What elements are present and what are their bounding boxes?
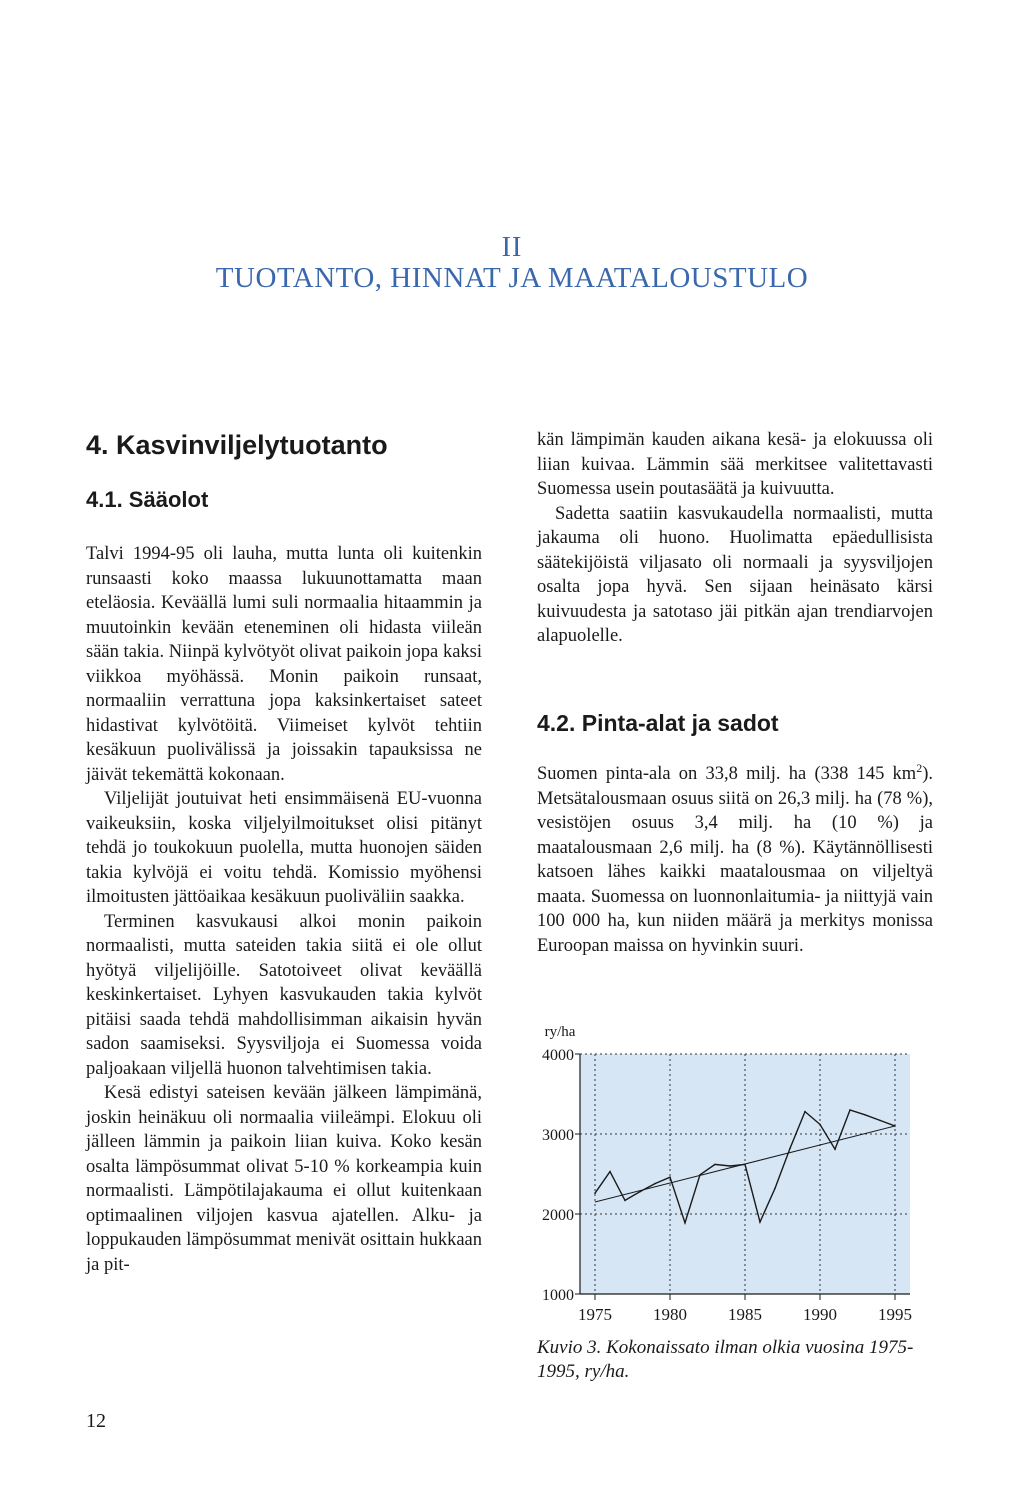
y-tick-label: 2000 — [542, 1207, 574, 1224]
data-point — [654, 1183, 656, 1185]
data-point — [834, 1148, 836, 1150]
y-axis-label: ry/ha — [544, 1024, 576, 1040]
part-number: II — [501, 232, 523, 263]
data-point — [669, 1176, 671, 1178]
y-tick-label: 1000 — [542, 1287, 574, 1304]
x-tick-label: 1985 — [728, 1305, 762, 1324]
paragraph — [537, 762, 933, 958]
data-point — [714, 1164, 716, 1166]
data-point — [729, 1165, 731, 1167]
yield-chart — [520, 1018, 940, 1330]
y-tick-label: 3000 — [542, 1127, 574, 1144]
paragraph-text: ). Metsätalousmaan osuus siitä on 26,3 milj. ha (78 %), vesistöjen osuus 3,4 milj. ha (10 %) ja maatalousmaan 2,6 milj. ha (8 %). Käytännöllisesti katsoen lähes kaikki maatalousmaa on viljeltyä maata. Suomessa on luonnonlaitumia- ja niittyjä vain 100 000 ha, kun niiden määrä ja merkitys monissa Euroopan maissa on hyvinkin suuri. — [537, 764, 933, 956]
left-column — [86, 542, 482, 1277]
data-point — [879, 1120, 881, 1122]
data-point — [774, 1188, 776, 1190]
data-point — [744, 1164, 746, 1166]
data-point — [624, 1200, 626, 1202]
data-point — [864, 1114, 866, 1116]
x-tick-label: 1995 — [878, 1305, 912, 1324]
paragraph: Terminen kasvukausi alkoi monin paikoin normaalisti, mutta sateiden takia siitä ei ole ollut hyötyä viljelijöille. Satotoiveet olivat keväällä keskinkertaiset. Lyhyen kasvukauden takia kylvöt pitäisi saada tehdä mahdollisimman aikaisin hyvän sadon saamiseksi. Syysviljoja ei Suomessa voida paljoakaan viljellä huonon talvehtimisen takia. — [86, 911, 482, 1079]
figure-caption: Kuvio 3. Kokonaissato ilman olkia vuosina 1975-1995, ry/ha. — [537, 1337, 914, 1382]
x-tick-label: 1980 — [653, 1305, 687, 1324]
data-point — [894, 1125, 896, 1127]
data-point — [684, 1222, 686, 1224]
data-point — [594, 1192, 596, 1194]
data-point — [804, 1111, 806, 1113]
paragraph-text: Suomen pinta-ala on 33,8 milj. ha (338 145 km — [537, 764, 917, 784]
chapter-title: TUOTANTO, HINNAT JA MAATALOUSTULO — [215, 262, 809, 294]
paragraph: Talvi 1994-95 oli lauha, mutta lunta oli kuitenkin runsaasti koko maassa lukuunottamatta maan eteläosia. Keväällä lumi suli normaalia hitaammin ja muutoinkin kevään eteneminen oli hidasta viileän sään takia. Niinpä kylvötyöt olivat paikoin jopa kaksi viikkoa myöhässä. Monin paikoin runsaat, normaaliin verrattuna jopa kaksinkertaiset sateet hidastivat kylvötöitä. Viimeiset kylvöt tehtiin kesäkuun puolivälissä ja joissakin tapauksissa ne jäivät tekemättä kokonaan. — [86, 544, 482, 785]
paragraph: Sadetta saatiin kasvukaudella normaalisti, mutta jakauma oli huono. Huolimatta epäedullisista säätekijöistä viljasato oli normaali ja syysviljojen osalta jopa hyvä. Sen sijaan heinäsato kärsi kuivuudesta ja satotaso jäi pitkän ajan trendiarvojen alapuolelle. — [537, 503, 933, 646]
superscript: 2 — [916, 760, 923, 775]
paragraph: Viljelijät joutuivat heti ensimmäisenä EU-vuonna vaikeuksiin, koska viljelyilmoitukset olisi pitänyt tehdä jo toukokuun puolella, mutta huonojen säiden takia kylvöjä ei voitu tehdä. Komissio myöhensi ilmoitusten jättöaikaa kesäkuun puoliväliin saakka. — [86, 789, 482, 907]
data-point — [699, 1174, 701, 1176]
data-point — [609, 1171, 611, 1173]
data-point — [789, 1148, 791, 1150]
paragraph: Kesä edistyi sateisen kevään jälkeen lämpimänä, joskin heinäkuu oli normaalia viileämpi. Elokuu oli jälleen lämmin ja paikoin liian kuiva. Koko kesän osalta lämpösummat olivat 5-10 % korkeampia kuin normaalisti. Lämpötilajakauma ei ollut kuitenkaan optimaalinen viljojen kasvua ajatellen. Alku- ja loppukauden lämpösummat menivät osittain hukkaan ja pit- — [86, 1083, 482, 1275]
y-tick-label: 4000 — [542, 1047, 574, 1064]
x-tick-label: 1975 — [578, 1305, 612, 1324]
right-column-areas — [537, 762, 933, 958]
page-number: 12 — [86, 1410, 106, 1432]
data-point — [849, 1109, 851, 1111]
data-point — [819, 1124, 821, 1126]
paragraph: kän lämpimän kauden aikana kesä- ja elokuussa oli liian kuivaa. Lämmin sää merkitsee valitettavasti Suomessa usein poutasäätä ja kuivuutta. — [537, 430, 933, 499]
section-heading: 4. Kasvinviljelytuotanto — [86, 430, 388, 460]
subsection-heading-areas: 4.2. Pinta-alat ja sadot — [537, 710, 779, 736]
data-point — [759, 1221, 761, 1223]
x-tick-label: 1990 — [803, 1305, 837, 1324]
subsection-heading-weather: 4.1. Sääolot — [86, 487, 209, 512]
right-column — [537, 428, 933, 649]
data-point — [639, 1191, 641, 1193]
